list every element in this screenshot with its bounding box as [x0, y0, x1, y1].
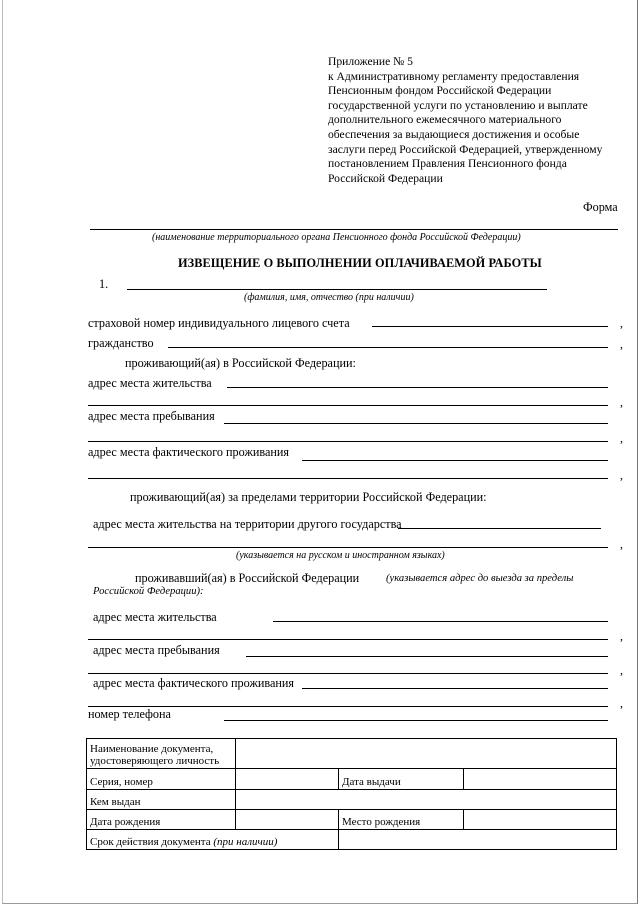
validity-label-cell [87, 830, 339, 850]
addr-stay-line[interactable] [224, 423, 608, 424]
appendix-line: Российской Федерации [328, 171, 443, 185]
organ-name-line[interactable] [90, 229, 618, 230]
addr-residence-former-label: адрес места жительства [93, 610, 217, 624]
comma: , [620, 696, 623, 710]
addr-other-state-line-2[interactable] [88, 547, 608, 548]
birth-date-label: Дата рождения [87, 810, 236, 830]
issued-by-value[interactable] [236, 790, 617, 810]
comma: , [620, 431, 623, 445]
organ-caption: (наименование территориального органа Пенсионного фонда Российской Федерации) [152, 232, 521, 243]
phone-label: номер телефона [88, 707, 171, 721]
addr-stay-label: адрес места пребывания [88, 409, 215, 423]
comma: , [620, 337, 623, 351]
fio-caption: (фамилия, имя, отчество (при наличии) [244, 292, 414, 303]
validity-value[interactable] [339, 830, 617, 850]
addr-stay-line-2[interactable] [88, 441, 608, 442]
addr-actual-line[interactable] [302, 460, 608, 461]
language-caption: (указывается на русском и иностранном языках) [236, 550, 445, 561]
addr-actual-line-2[interactable] [88, 478, 608, 479]
addr-actual-former-line[interactable] [302, 688, 608, 689]
form-label: Форма [583, 200, 618, 214]
phone-line[interactable] [224, 720, 608, 721]
comma: , [620, 316, 623, 330]
birth-place-label: Место рождения [339, 810, 464, 830]
addr-stay-former-line[interactable] [246, 656, 608, 657]
addr-stay-former-line-2[interactable] [88, 673, 608, 674]
residing-abroad-heading: проживающий(ая) за пределами территории Российской Федерации: [130, 490, 487, 504]
table-row [87, 739, 617, 769]
table-row [87, 769, 617, 790]
birth-place-value[interactable] [464, 810, 617, 830]
citizenship-line[interactable] [168, 347, 608, 348]
snils-line[interactable] [372, 326, 608, 327]
addr-stay-former-label: адрес места пребывания [93, 643, 220, 657]
appendix-line: заслуги перед Российской Федерацией, утвержденному [328, 142, 603, 156]
appendix-line: дополнительного ежемесячного материального [328, 113, 562, 127]
document-title: ИЗВЕЩЕНИЕ О ВЫПОЛНЕНИИ ОПЛАЧИВАЕМОЙ РАБОТЫ [178, 256, 542, 270]
comma: , [620, 663, 623, 677]
issued-by-label: Кем выдан [87, 790, 236, 810]
series-number-value[interactable] [236, 769, 339, 790]
appendix-header [328, 55, 628, 186]
addr-other-state-label: адрес места жительства на территории другого государства [93, 517, 402, 531]
appendix-line: постановлением Правления Пенсионного фонда [328, 157, 567, 171]
citizenship-label: гражданство [88, 336, 154, 350]
comma: , [620, 629, 623, 643]
fio-line[interactable] [127, 289, 547, 290]
addr-residence-former-line-2[interactable] [88, 639, 608, 640]
addr-actual-former-label: адрес места фактического проживания [93, 676, 295, 690]
table-row [87, 810, 617, 830]
item-number: 1. [99, 277, 109, 291]
addr-residence-label: адрес места жительства [88, 376, 212, 390]
birth-date-value[interactable] [236, 810, 339, 830]
addr-actual-label: адрес места фактического проживания [88, 445, 290, 459]
table-row [87, 830, 617, 850]
identity-document-table [86, 738, 617, 850]
addr-residence-line[interactable] [227, 387, 608, 388]
appendix-line: обеспечения за выдающиеся достижения и особые [328, 127, 580, 141]
residing-rf-heading: проживающий(ая) в Российской Федерации: [125, 356, 356, 370]
validity-label: Срок действия документа [90, 836, 211, 848]
appendix-line: государственной услуги по установлению и выплате [328, 98, 588, 112]
resided-rf-heading: проживавший(ая) в Российской Федерации [135, 571, 360, 585]
issue-date-label: Дата выдачи [339, 769, 464, 790]
addr-other-state-line[interactable] [398, 528, 601, 529]
comma: , [620, 537, 623, 551]
doc-name-label: Наименование документа, [90, 743, 214, 755]
appendix-line: к Административному регламенту предоставления [328, 69, 580, 83]
comma: , [620, 395, 623, 409]
doc-name-value[interactable] [236, 739, 617, 769]
doc-name-label-cell [87, 739, 236, 769]
appendix-line: Приложение № 5 [328, 55, 413, 68]
resided-rf-note-2: Российской Федерации): [93, 586, 204, 597]
snils-label: страховой номер индивидуального лицевого счета [88, 316, 350, 330]
doc-name-label-2: удостоверяющего личность [90, 755, 220, 767]
table-row [87, 790, 617, 810]
issue-date-value[interactable] [464, 769, 617, 790]
addr-residence-line-2[interactable] [88, 405, 608, 406]
resided-rf-note: (указывается адрес до выезда за пределы [386, 573, 574, 584]
validity-note: (при наличии) [213, 836, 278, 848]
series-number-label: Серия, номер [87, 769, 236, 790]
appendix-line: Пенсионным фондом Российской Федерации [328, 84, 552, 98]
comma: , [620, 468, 623, 482]
addr-residence-former-line[interactable] [273, 621, 608, 622]
